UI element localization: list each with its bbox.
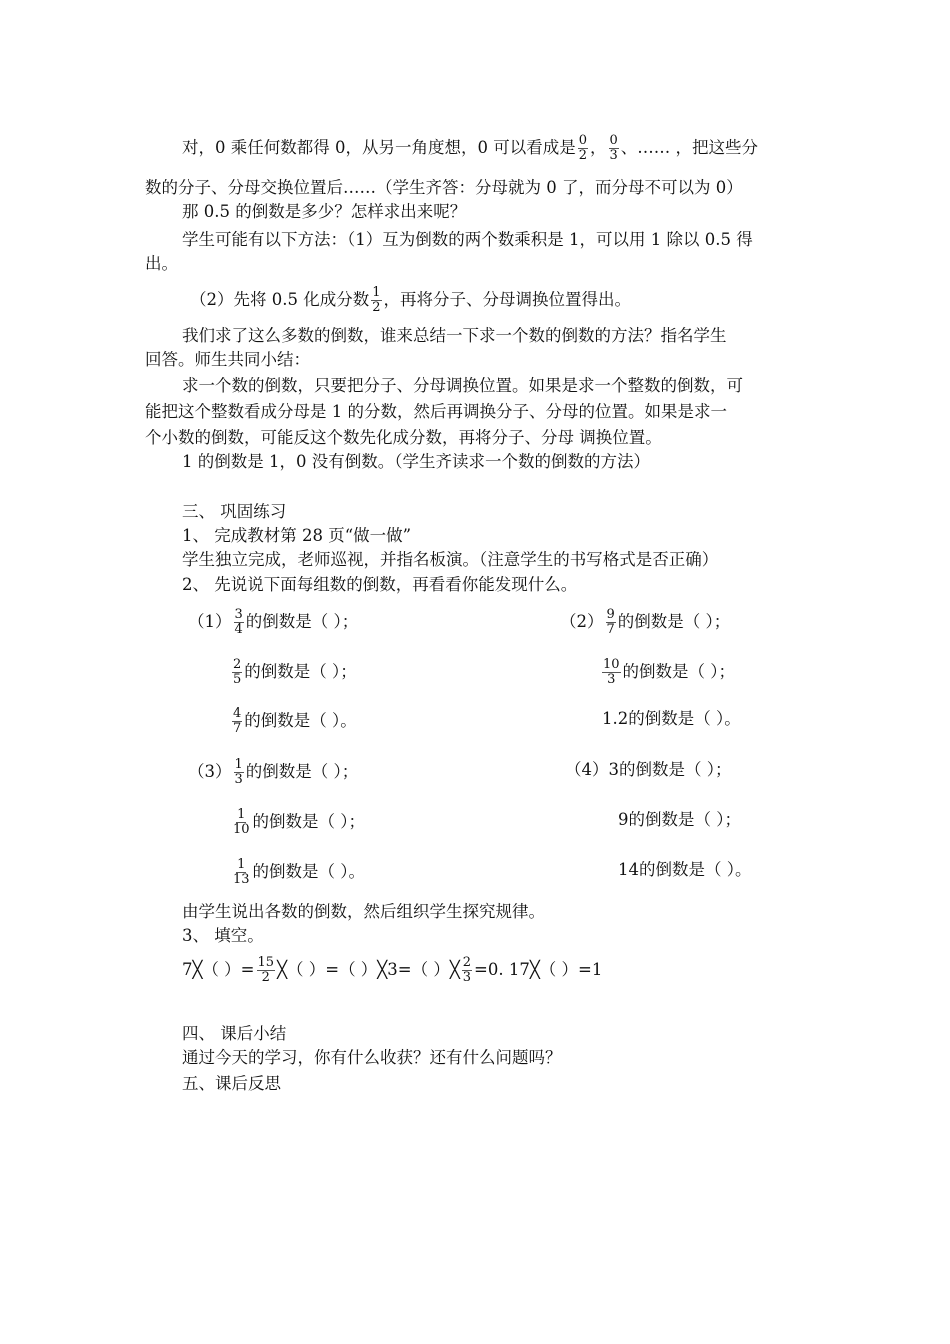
denominator: 3 xyxy=(609,148,618,163)
ex-g1-row1 xyxy=(188,608,358,637)
denominator: 2 xyxy=(372,300,381,315)
text: 的倒数是（ ）； xyxy=(617,612,731,631)
ex-g3-row2 xyxy=(230,808,365,837)
ex-g4-row3 xyxy=(618,858,752,882)
denominator: 2 xyxy=(578,148,588,163)
text: 的倒数是（ ）； xyxy=(245,762,359,781)
number: 1.2 xyxy=(602,709,629,728)
numerator: 2 xyxy=(462,955,472,970)
text: =0. 17╳（ ）=1 xyxy=(474,960,603,979)
para-rule-line3: 个小数的倒数，可能反这个数先化成分数，再将分子、分母 调换位置。 xyxy=(145,428,662,447)
text: 的倒数是（ ）； xyxy=(619,760,732,779)
numerator: 0 xyxy=(578,133,588,148)
text: 、…… ，把这些分 xyxy=(620,138,759,157)
para-summary-line2: 回答。师生共同小结： xyxy=(145,350,310,369)
text: 的倒数是（ ）； xyxy=(622,662,736,681)
numerator: 1 xyxy=(237,807,246,822)
item-1-desc: 学生独立完成，老师巡视，并指名板演。（注意学生的书写格式是否正确） xyxy=(182,550,719,569)
ex-g3-row1 xyxy=(188,758,358,787)
fraction xyxy=(232,707,242,736)
ex-g4-row1 xyxy=(565,758,732,782)
fill-equation xyxy=(182,956,602,985)
para-method2 xyxy=(190,286,631,315)
para-methods-line1: 学生可能有以下方法：（1）互为倒数的两个数乘积是 1，可以用 1 除以 0.5 得 xyxy=(182,230,753,249)
text: ╳（ ）=（ ）╳3=（ ）╳ xyxy=(277,960,460,979)
text: 对，0 乘任何数都得 0，从另一角度想，0 可以看成是 xyxy=(182,138,576,157)
number: 3 xyxy=(608,760,619,779)
para-after-exercise: 由学生说出各数的倒数，然后组织学生探究规律。 xyxy=(182,902,545,921)
fraction xyxy=(234,758,244,787)
fraction xyxy=(234,608,244,637)
group-label: （1） xyxy=(188,612,232,631)
group-label: （4） xyxy=(565,760,609,779)
ex-g2-row1 xyxy=(560,608,730,637)
text: 的倒数是（ ）； xyxy=(245,612,359,631)
para-one-zero: 1 的倒数是 1，0 没有倒数。（学生齐读求一个数的倒数的方法） xyxy=(182,452,650,471)
text: ， xyxy=(590,138,607,157)
section-5-title: 五、课后反思 xyxy=(182,1074,281,1093)
ex-g3-row3 xyxy=(230,858,365,887)
numerator: 2 xyxy=(233,657,242,672)
denominator: 3 xyxy=(234,772,243,787)
para-summary-line1: 我们求了这么多数的倒数，谁来总结一下求一个数的倒数的方法？指名学生 xyxy=(182,326,727,345)
ex-g2-row3 xyxy=(602,707,741,731)
denominator: 4 xyxy=(234,622,243,637)
numerator: 15 xyxy=(257,955,275,970)
denominator: 7 xyxy=(606,622,615,637)
numerator: 1 xyxy=(237,857,246,872)
fraction xyxy=(606,608,616,637)
fraction xyxy=(232,658,242,687)
denominator: 7 xyxy=(233,721,242,736)
text: 7╳（ ）= xyxy=(182,960,255,979)
text: 的倒数是（ ）。 xyxy=(628,709,741,728)
item-1: 1、 完成教材第 28 页“做一做” xyxy=(182,526,412,545)
denominator: 10 xyxy=(233,822,250,837)
number: 14 xyxy=(618,860,639,879)
ex-g1-row3 xyxy=(230,707,357,736)
text: 的倒数是（ ）。 xyxy=(244,711,357,730)
numerator: 1 xyxy=(372,285,381,300)
text: 的倒数是（ ）； xyxy=(244,662,357,681)
denominator: 5 xyxy=(233,672,242,687)
group-label: （3） xyxy=(188,762,232,781)
fraction-1-2 xyxy=(371,286,381,315)
text: ，再将分子、分母调换位置得出。 xyxy=(383,290,632,309)
text: 的倒数是（ ）； xyxy=(628,810,741,829)
ex-g2-row2 xyxy=(600,658,735,687)
text: （2）先将 0.5 化成分数 xyxy=(190,290,370,309)
section-4-desc: 通过今天的学习，你有什么收获？还有什么问题吗？ xyxy=(182,1048,562,1067)
fraction xyxy=(602,658,621,687)
para-zero-line1 xyxy=(182,134,758,163)
numerator: 1 xyxy=(234,757,243,772)
numerator: 9 xyxy=(606,607,615,622)
text: 的倒数是（ ）； xyxy=(252,812,366,831)
denominator: 3 xyxy=(462,970,472,985)
number: 9 xyxy=(618,810,629,829)
denominator: 3 xyxy=(607,672,616,687)
numerator: 3 xyxy=(234,607,243,622)
item-2: 2、 先说说下面每组数的倒数，再看看你能发现什么。 xyxy=(182,575,578,594)
para-zero-line2: 数的分子、分母交换位置后……（学生齐答：分母就为 0 了，而分母不可以为 0） xyxy=(145,178,743,197)
section-4-title: 四、 课后小结 xyxy=(182,1024,287,1043)
fraction-0-3 xyxy=(609,134,619,163)
numerator: 10 xyxy=(603,657,620,672)
fraction-0-2 xyxy=(578,134,588,163)
text: 的倒数是（ ）。 xyxy=(639,860,752,879)
text: 的倒数是（ ）。 xyxy=(252,862,366,881)
ex-g1-row2 xyxy=(230,658,357,687)
fraction xyxy=(232,808,251,837)
fraction-15-2 xyxy=(257,956,276,985)
denominator: 2 xyxy=(261,970,270,985)
fraction xyxy=(232,858,251,887)
item-3: 3、 填空。 xyxy=(182,926,264,945)
para-question: 那 0.5 的倒数是多少？怎样求出来呢？ xyxy=(182,202,467,221)
ex-g4-row2 xyxy=(618,808,741,832)
numerator: 4 xyxy=(233,706,242,721)
para-rule-line1: 求一个数的倒数，只要把分子、分母调换位置。如果是求一个整数的倒数，可 xyxy=(182,376,743,395)
para-rule-line2: 能把这个整数看成分母是 1 的分数，然后再调换分子、分母的位置。如果是求一 xyxy=(145,402,727,421)
denominator: 13 xyxy=(233,872,250,887)
numerator: 0 xyxy=(609,133,618,148)
fraction-2-3 xyxy=(462,956,472,985)
group-label: （2） xyxy=(560,612,604,631)
section-3-title: 三、 巩固练习 xyxy=(182,502,287,521)
para-methods-line2: 出。 xyxy=(145,254,178,273)
